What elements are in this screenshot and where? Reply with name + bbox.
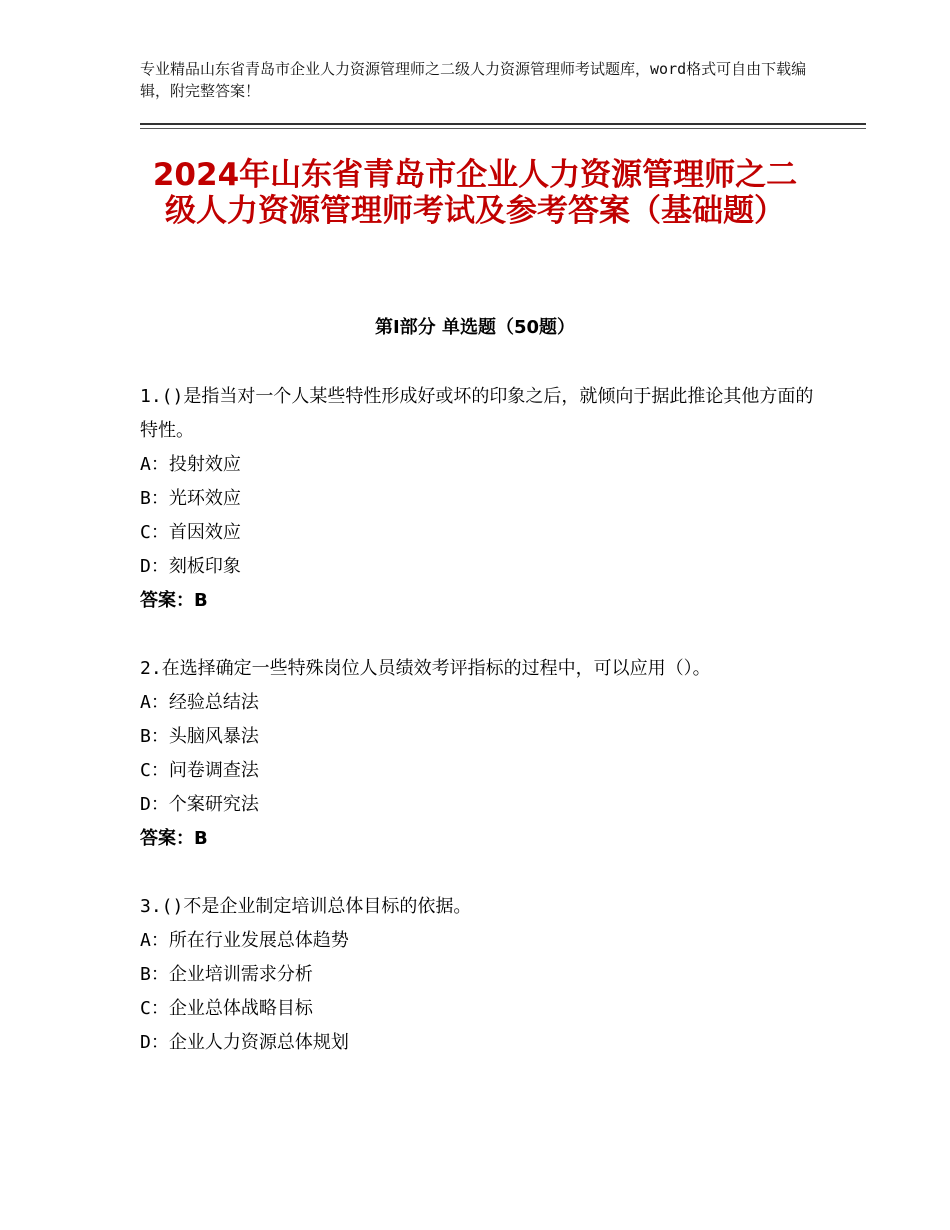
header-rule-thick (140, 123, 866, 125)
header-note: 专业精品山东省青岛市企业人力资源管理师之二级人力资源管理师考试题库，word格式可自由下载编辑，附完整答案！ (140, 60, 807, 100)
option-c: C：首因效应 (140, 522, 241, 543)
answer: 答案：B (140, 590, 208, 611)
option-c: C：问卷调查法 (140, 760, 259, 781)
question-stem: 3.()不是企业制定培训总体目标的依据。 (140, 896, 472, 917)
question-stem: 1.()是指当对一个人某些特性形成好或坏的印象之后，就倾向于据此推论其他方面的特性。 (140, 386, 814, 441)
option-b: B：光环效应 (140, 488, 241, 509)
option-a: A：投射效应 (140, 454, 241, 475)
question-stem: 2.在选择确定一些特殊岗位人员绩效考评指标的过程中，可以应用（）。 (140, 658, 711, 679)
option-a: A：所在行业发展总体趋势 (140, 930, 349, 951)
option-b: B：头脑风暴法 (140, 726, 259, 747)
question-1 (140, 380, 820, 618)
option-d: D：企业人力资源总体规划 (140, 1032, 349, 1053)
question-2 (140, 652, 820, 856)
option-b: B：企业培训需求分析 (140, 964, 313, 985)
question-list (140, 380, 820, 1094)
document-title: 2024年山东省青岛市企业人力资源管理师之二级人力资源管理师考试及参考答案（基础题） (152, 157, 798, 229)
section-heading: 第Ⅰ部分 单选题（50题） (374, 317, 575, 338)
question-3 (140, 890, 820, 1060)
option-a: A：经验总结法 (140, 692, 259, 713)
answer: 答案：B (140, 828, 208, 849)
option-d: D：个案研究法 (140, 794, 259, 815)
option-d: D：刻板印象 (140, 556, 241, 577)
header-rule-thin (140, 128, 866, 129)
option-c: C：企业总体战略目标 (140, 998, 313, 1019)
